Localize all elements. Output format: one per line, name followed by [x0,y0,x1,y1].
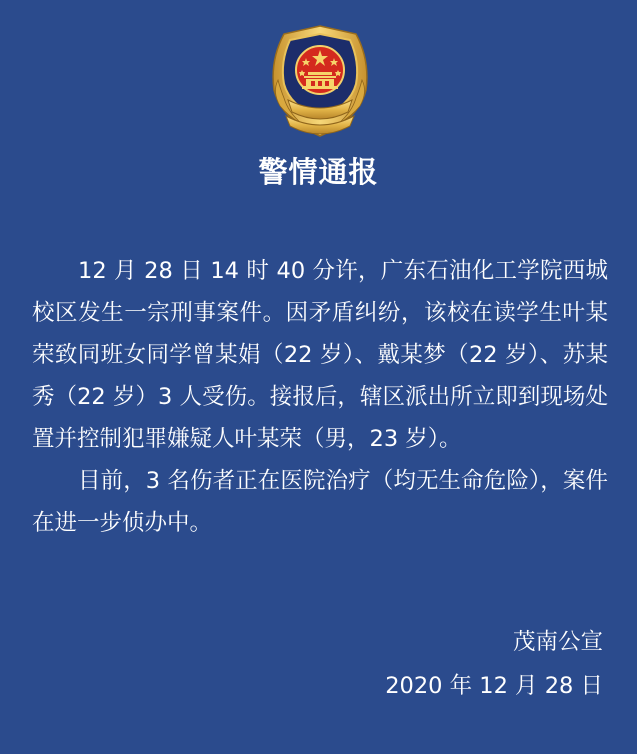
notice-body [32,250,608,544]
issue-date: 2020 年 12 月 28 日 [385,673,603,699]
issuer-name: 茂南公宣 [512,629,603,655]
page-title: 警情通报 [258,155,379,189]
paragraph-incident: 12 月 28 日 14 时 40 分许，广东石油化工学院西城校区发生一宗刑事案件。因矛盾纠纷，该校在读学生叶某荣致同班女同学曾某娟（22 岁）、戴某梦（22 岁）、苏某秀（22 岁）3 人受伤。接报后，辖区派出所立即到现场处置并控制犯罪嫌疑人叶某荣（男，23 岁）。 [32,258,608,452]
paragraph-status: 目前，3 名伤者正在医院治疗（均无生命危险），案件在进一步侦办中。 [32,468,608,536]
signature-block [385,620,603,708]
police-emblem-icon [258,20,382,144]
